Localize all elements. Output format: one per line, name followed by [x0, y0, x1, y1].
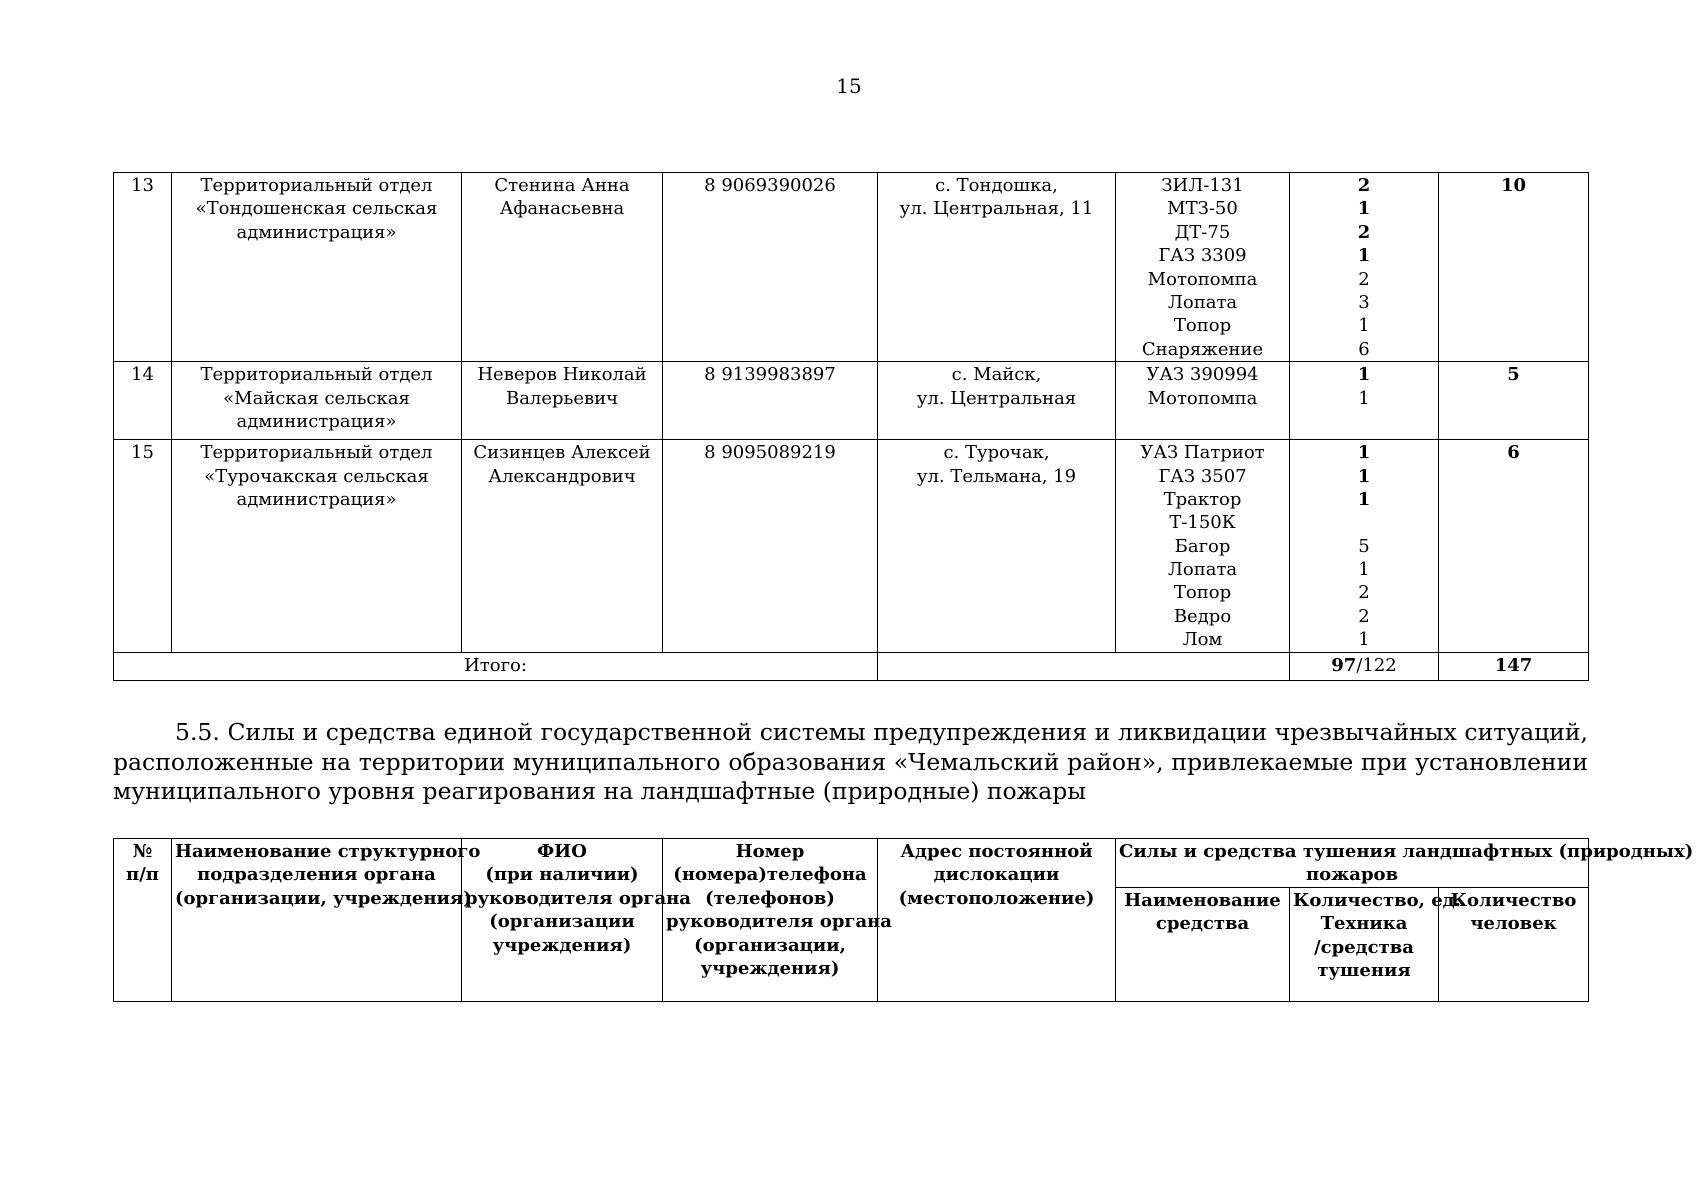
header-line: (местоположение) — [898, 887, 1095, 909]
equipment-name: Снаряжение — [1141, 338, 1264, 360]
header-org — [172, 839, 481, 1002]
header-line: (номера)телефона — [673, 864, 867, 886]
equipment-qty: 1 — [1357, 465, 1371, 487]
total-people: 147 — [1494, 654, 1533, 676]
people-cell — [1439, 362, 1589, 440]
header-line: Силы и средства тушения ландшафтных (природных) — [1119, 841, 1694, 862]
org-line: Территориальный отдел — [200, 442, 433, 464]
equipment-qty: 1 — [1357, 364, 1371, 386]
address-cell — [878, 173, 1116, 362]
forces-table-continued — [113, 172, 1589, 681]
total-row — [114, 652, 1589, 680]
header-people — [1439, 887, 1589, 1001]
org-line: «Тондошенская сельская — [195, 198, 438, 220]
org-line: Территориальный отдел — [200, 175, 433, 196]
header-address — [878, 839, 1116, 1002]
total-qty-rest: /122 — [1356, 654, 1397, 676]
header-line: человек — [1470, 913, 1557, 935]
address-cell — [878, 362, 1116, 440]
address-line: с. Тондошка, — [935, 175, 1058, 196]
total-qty-cell — [1290, 652, 1439, 680]
address-line: с. Майск, — [951, 364, 1042, 386]
equipment-name: Лопата — [1167, 291, 1238, 313]
phone-value: 8 9095089219 — [704, 442, 836, 464]
people-value: 5 — [1507, 364, 1520, 386]
equipment-cell — [1116, 362, 1290, 440]
people-value: 10 — [1500, 175, 1527, 196]
header-line: руководителя органа — [465, 887, 691, 909]
fio-line: Неверов Николай — [477, 364, 647, 386]
equipment-name: Багор — [1174, 535, 1231, 557]
fio-line: Сизинцев Алексей — [473, 442, 651, 464]
header-forces — [1116, 839, 1694, 888]
equipment-name: УАЗ Патриот — [1140, 442, 1265, 464]
equipment-name: Трактор — [1163, 488, 1242, 510]
org-line: Территориальный отдел — [200, 364, 433, 386]
equipment-qty: 2 — [1357, 221, 1371, 243]
org-cell — [172, 362, 462, 440]
total-empty-cell — [878, 652, 1290, 680]
org-cell — [172, 440, 462, 653]
equipment-qty: 1 — [1357, 198, 1371, 220]
row-number-cell — [114, 362, 172, 440]
header-phone — [663, 839, 892, 1002]
header-line: (при наличии) — [485, 864, 639, 886]
equipment-name: Лом — [1182, 629, 1223, 651]
total-people-cell — [1439, 652, 1589, 680]
address-line: ул. Тельмана, 19 — [916, 465, 1077, 487]
people-cell — [1439, 173, 1589, 362]
header-line: подразделения органа — [197, 864, 436, 886]
equipment-cell — [1116, 173, 1290, 362]
equipment-qty-cell — [1290, 362, 1439, 440]
equipment-name: ДТ-75 — [1174, 221, 1231, 243]
address-line: ул. Центральная, 11 — [899, 198, 1094, 220]
header-line: пожаров — [1305, 864, 1399, 886]
table-row — [114, 173, 1589, 362]
phone-cell — [663, 440, 878, 653]
address-line: ул. Центральная — [916, 387, 1077, 409]
fio-cell — [462, 440, 663, 653]
header-line: руководителя органа — [666, 911, 892, 933]
equipment-name: Мотопомпа — [1147, 387, 1258, 409]
header-means-name — [1116, 887, 1290, 1001]
phone-value: 8 9069390026 — [704, 175, 836, 196]
people-cell — [1439, 440, 1589, 653]
equipment-qty: 6 — [1358, 338, 1370, 360]
equipment-name: Мотопомпа — [1147, 268, 1258, 290]
equipment-qty: 1 — [1358, 559, 1370, 581]
header-line: (организации, — [694, 934, 846, 956]
equipment-qty: 1 — [1358, 315, 1370, 337]
equipment-name: Ведро — [1173, 605, 1232, 627]
header-line: /средства — [1314, 936, 1414, 958]
equipment-name: МТЗ-50 — [1167, 198, 1238, 220]
row-number-cell — [114, 173, 172, 362]
total-label: Итого: — [464, 654, 527, 676]
fio-line: Валерьевич — [505, 387, 619, 409]
header-line: (телефонов) — [705, 887, 835, 909]
equipment-name: ГАЗ 3309 — [1158, 245, 1247, 267]
people-value: 6 — [1507, 442, 1520, 464]
header-line: Количество — [1450, 889, 1577, 911]
header-line: дислокации — [933, 864, 1060, 886]
header-line: Техника — [1320, 913, 1408, 935]
equipment-name: Топор — [1173, 315, 1232, 337]
equipment-name: ГАЗ 3507 — [1158, 465, 1247, 487]
header-line: Количество, ед. — [1293, 889, 1461, 911]
fio-line: Александрович — [488, 465, 636, 487]
equipment-name: Лопата — [1167, 559, 1238, 581]
header-line: учреждения) — [492, 934, 632, 956]
org-line: администрация» — [236, 410, 397, 432]
header-line: средства — [1155, 913, 1250, 935]
header-num — [114, 839, 172, 1002]
address-line: с. Турочак, — [943, 442, 1050, 464]
fio-cell — [462, 173, 663, 362]
equipment-qty-cell — [1290, 440, 1439, 653]
equipment-qty: 2 — [1358, 605, 1370, 627]
fio-line: Афанасьевна — [499, 198, 625, 220]
header-line: № — [132, 841, 153, 862]
forces-table-header — [113, 838, 1694, 1002]
header-line: п/п — [126, 864, 159, 886]
equipment-qty: 1 — [1357, 488, 1371, 510]
section-heading-5-5: 5.5. Силы и средства единой государственной системы предупреждения и ликвидации чрезвычайных ситуаций, расположенные на территории муниципального образования «Чемальский район», привлекаемые при установлении муниципального уровня реагирования на ландшафтные (природные) пожары — [113, 718, 1588, 805]
phone-value: 8 9139983897 — [704, 364, 836, 386]
org-line: «Турочакская сельская — [204, 465, 429, 487]
equipment-qty: 1 — [1358, 629, 1370, 651]
header-line: тушения — [1317, 959, 1411, 981]
equipment-qty — [1293, 511, 1435, 534]
equipment-name: Топор — [1173, 582, 1232, 604]
equipment-qty: 1 — [1357, 442, 1371, 464]
header-line: Номер — [735, 841, 805, 862]
total-qty-main: 97 — [1331, 654, 1357, 676]
equipment-qty-cell — [1290, 173, 1439, 362]
equipment-qty: 2 — [1357, 175, 1371, 196]
equipment-qty: 1 — [1357, 245, 1371, 267]
fio-line: Стенина Анна — [494, 175, 630, 196]
header-line: ФИО — [537, 841, 587, 862]
header-line: Наименование структурного — [175, 841, 481, 862]
address-cell — [878, 440, 1116, 653]
org-line: администрация» — [236, 488, 397, 510]
row-number: 13 — [131, 175, 154, 196]
header-line: (организации — [489, 911, 635, 933]
equipment-qty: 1 — [1358, 387, 1370, 409]
page-number: 15 — [836, 74, 862, 98]
table-row — [114, 440, 1589, 653]
org-line: «Майская сельская — [223, 387, 410, 409]
header-means-qty — [1290, 887, 1461, 1001]
phone-cell — [663, 173, 878, 362]
row-number: 14 — [131, 364, 154, 386]
equipment-qty: 5 — [1358, 535, 1370, 557]
equipment-name: УАЗ 390994 — [1146, 364, 1259, 386]
org-cell — [172, 173, 462, 362]
row-number: 15 — [131, 442, 154, 464]
equipment-qty: 2 — [1358, 582, 1370, 604]
org-line: администрация» — [236, 221, 397, 243]
header-line: учреждения) — [700, 957, 840, 979]
header-line: Наименование — [1124, 889, 1281, 911]
phone-cell — [663, 362, 878, 440]
equipment-name: ЗИЛ-131 — [1161, 175, 1244, 196]
equipment-qty: 2 — [1358, 268, 1370, 290]
row-number-cell — [114, 440, 172, 653]
header-fio — [462, 839, 691, 1002]
header-line: Адрес постоянной — [900, 841, 1093, 862]
table-row — [114, 362, 1589, 440]
equipment-name: Т-150К — [1169, 512, 1236, 534]
equipment-cell — [1116, 440, 1290, 653]
total-label-cell — [114, 652, 878, 680]
header-line: (организации, учреждения) — [175, 887, 472, 909]
equipment-qty: 3 — [1358, 291, 1370, 313]
fio-cell — [462, 362, 663, 440]
